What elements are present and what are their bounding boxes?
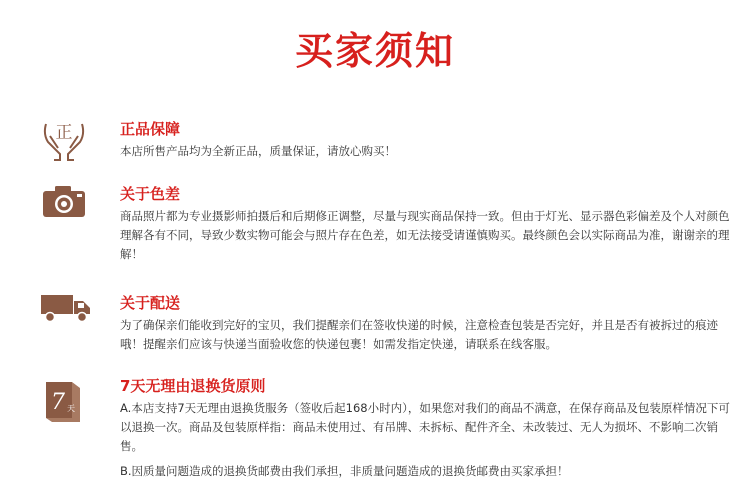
page-title: 买家须知 <box>294 29 455 73</box>
svg-text:正: 正 <box>55 123 73 143</box>
seven-day-return-icon <box>44 378 84 426</box>
section-heading: 关于色差 <box>120 185 181 203</box>
seven-day-unit: 天 <box>67 404 75 413</box>
camera-icon <box>40 183 88 223</box>
section-text: 本店所售产品均为全新正品，质量保证，请放心购买！ <box>120 144 396 158</box>
section-heading: 7天无理由退换货原则 <box>120 377 266 395</box>
seven-day-number: 7 <box>51 390 65 415</box>
section-heading: 正品保障 <box>120 120 181 138</box>
section-text: A.本店支持7天无理由退换货服务（签收后起168小时内），如果您对我们的商品不满意，在保存商品及包装原样情况下可以退换一次。商品及包装原样指：商品未使用过、有吊牌、未拆标、配件齐全、未改装过、无人为损坏、不影响二次销售。 <box>120 401 730 453</box>
section-heading: 关于配送 <box>120 294 181 312</box>
section-text: 商品照片都为专业摄影师拍摄后和后期修正调整，尽量与现实商品保持一致。但由于灯光、显示器色彩偏差及个人对颜色理解各有不同，导致少数实物可能会与照片存在色差，如无法接受请谨慎购买。最终颜色会以实际商品为准，谢谢亲的理解！ <box>120 209 730 261</box>
shipping-fee-note: B.因质量问题造成的退换货邮费由我们承担，非质量问题造成的退换货邮费由买家承担！ <box>120 464 569 478</box>
authentic-hands-icon <box>40 118 88 168</box>
section-text: 为了确保亲们能收到完好的宝贝，我们提醒亲们在签收快递的时候，注意检查包装是否完好，并且是否有被拆过的痕迹哦！提醒亲们应该与快递当面验收您的快递包裹！如需发指定快递，请联系在线客服。 <box>120 318 718 351</box>
delivery-truck-icon <box>40 293 92 327</box>
